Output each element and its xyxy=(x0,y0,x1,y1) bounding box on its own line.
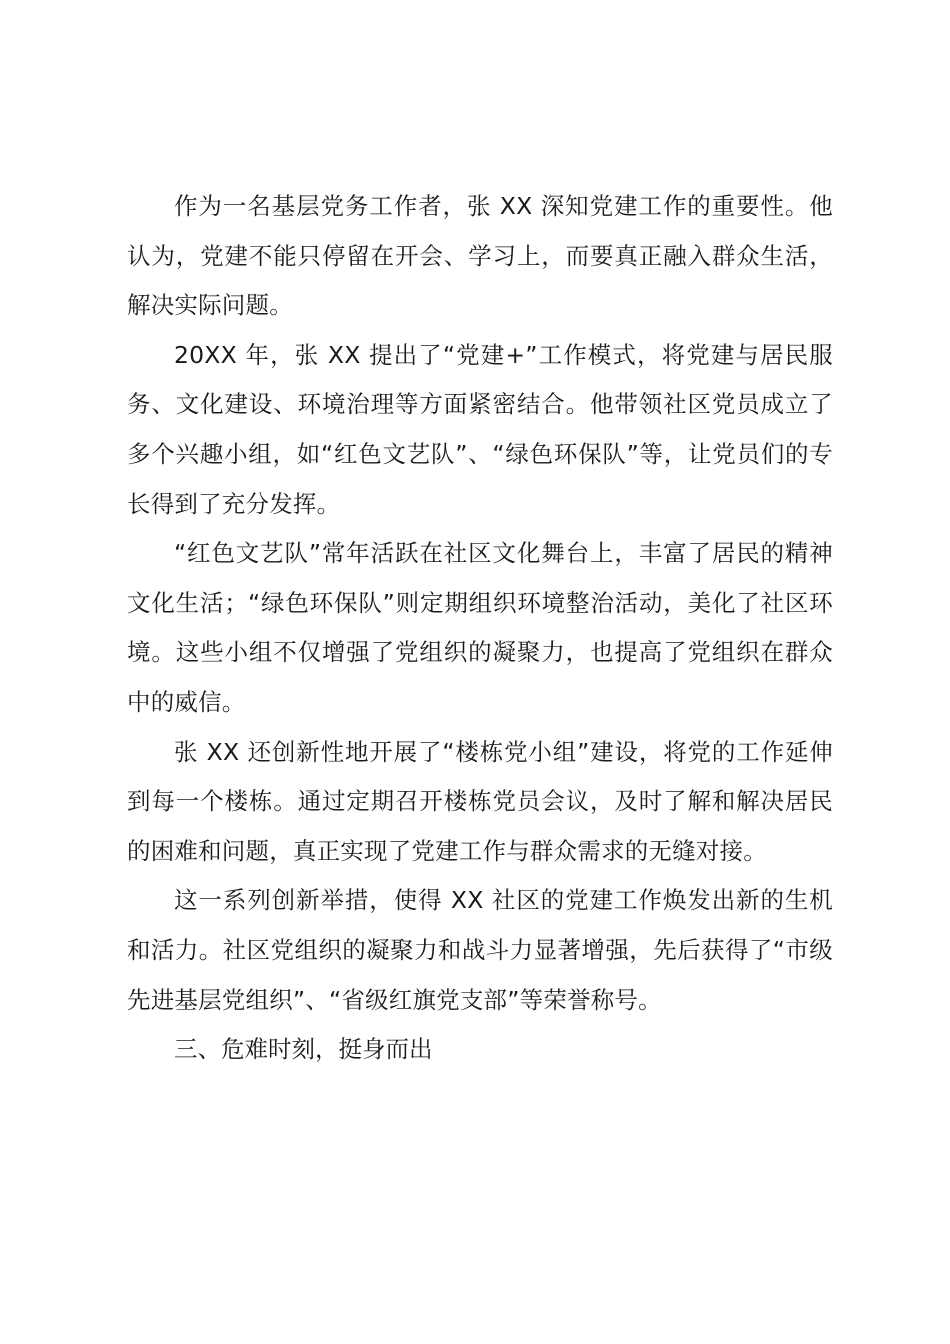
paragraph-1: 作为一名基层党务工作者，张 XX 深知党建工作的重要性。他认为，党建不能只停留在开会、学习上，而要真正融入群众生活，解决实际问题。 xyxy=(127,192,833,320)
paragraph-2: 20XX 年，张 XX 提出了“党建+”工作模式，将党建与居民服务、文化建设、环境治理等方面紧密结合。他带领社区党员成立了多个兴趣小组，如“红色文艺队”、“绿色环保队”等，让党员们的专长得到了充分发挥。 xyxy=(127,340,833,518)
document-body xyxy=(127,182,833,1075)
paragraph-5: 这一系列创新举措，使得 XX 社区的党建工作焕发出新的生机和活力。社区党组织的凝聚力和战斗力显著增强，先后获得了“市级先进基层党组织”、“省级红旗党支部”等荣誉称号。 xyxy=(127,886,833,1014)
paragraph-4: 张 XX 还创新性地开展了“楼栋党小组”建设，将党的工作延伸到每一个楼栋。通过定期召开楼栋党员会议，及时了解和解决居民的困难和问题，真正实现了党建工作与群众需求的无缝对接。 xyxy=(127,737,833,865)
section-heading: 三、危难时刻，挺身而出 xyxy=(174,1035,433,1064)
paragraph-3: “红色文艺队”常年活跃在社区文化舞台上，丰富了居民的精神文化生活；“绿色环保队”则定期组织环境整治活动，美化了社区环境。这些小组不仅增强了党组织的凝聚力，也提高了党组织在群众中的威信。 xyxy=(127,539,833,716)
